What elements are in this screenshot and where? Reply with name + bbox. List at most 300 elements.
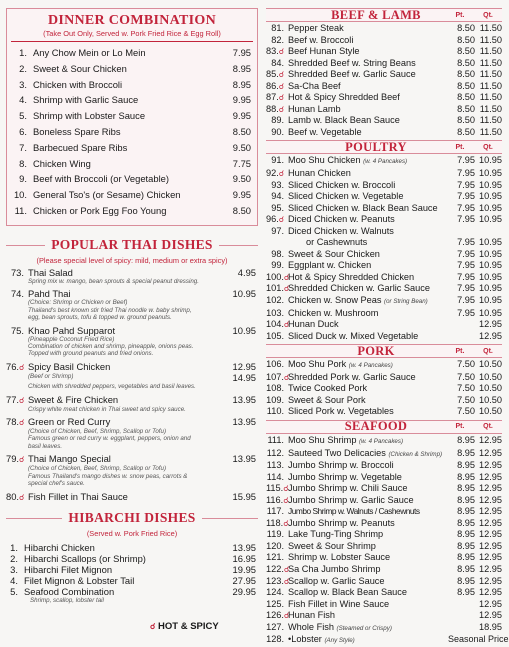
item-number: 105.: [266, 330, 284, 341]
list-item: [6, 325, 258, 358]
item-price: 9.95: [232, 189, 251, 201]
quart-price: 10.50: [479, 394, 502, 405]
list-item: [266, 203, 502, 215]
item-name: Lake Tung-Ting Shrimp: [288, 529, 384, 540]
item-number-cell: [266, 395, 288, 407]
item-price: 13.95: [232, 453, 256, 465]
chili-pepper-icon: ☌: [283, 611, 290, 621]
item-number-cell: [266, 587, 288, 599]
pint-price: 7.50: [457, 359, 475, 370]
item-number-cell: [6, 288, 28, 299]
item-number: 124.: [266, 587, 284, 598]
list-item: [266, 395, 502, 407]
item-number-cell: [266, 308, 288, 320]
item-number: 3.: [19, 78, 27, 90]
section-title: POULTRY: [345, 139, 407, 154]
list-item: [266, 518, 502, 530]
list-item: [6, 564, 258, 575]
item-name-cell: [288, 272, 448, 284]
item-name: Shredded Beef w. String Beans: [288, 57, 416, 68]
item-price: 8.50: [232, 125, 251, 137]
item-number-cell: [266, 81, 288, 93]
pint-price: [448, 599, 475, 611]
item-row: [6, 325, 258, 336]
list-item: [266, 622, 502, 635]
item-number: 9.: [19, 173, 27, 185]
item-name: Moo Shu Chicken: [288, 155, 361, 166]
pint-price: 7.50: [457, 406, 475, 417]
quart-price: 10.95: [479, 237, 502, 248]
item-number-cell: [266, 634, 288, 647]
pint-price: 8.95: [457, 552, 475, 563]
item-name: Jumbo Shrimp w. Broccoli: [288, 460, 394, 471]
item-number: 107.: [266, 371, 284, 382]
item-number: 119.: [266, 529, 284, 540]
item-description: (Pineapple Coconut Fried Rice): [28, 335, 115, 343]
list-item: [266, 506, 502, 518]
list-item: [266, 272, 502, 284]
legend-label: HOT & SPICY: [158, 621, 219, 632]
list-item: [266, 564, 502, 576]
item-number: 1.: [10, 541, 18, 553]
item-price: 16.95: [232, 552, 256, 564]
item-price: 29.95: [232, 585, 256, 597]
item-name: Diced Chicken w. Peanuts: [288, 214, 395, 225]
item-name-cell: [288, 214, 448, 226]
item-number: 80.: [6, 490, 20, 502]
pint-price: 8.95: [457, 434, 475, 445]
item-name-cell: [288, 483, 448, 495]
pint-price: 8.50: [457, 34, 475, 45]
item-price: 7.95: [232, 47, 251, 58]
item-note: (or String Bean): [384, 298, 428, 306]
pint-price: 8.50: [457, 69, 475, 80]
pint-price: 7.95: [457, 191, 475, 202]
item-name: Lamb w. Black Bean Sauce: [288, 115, 400, 126]
item-name: Whole Fish: [288, 621, 334, 632]
item-number-cell: [266, 23, 288, 35]
pint-label: Pt.: [455, 423, 465, 431]
item-number: 79.: [6, 453, 20, 465]
item-number: 74.: [10, 288, 24, 300]
item-price: 9.95: [232, 94, 251, 106]
menu-section: [266, 344, 502, 418]
pint-price: 7.95: [457, 271, 475, 282]
pint-price: 8.50: [457, 92, 475, 103]
item-number: 77.: [6, 393, 20, 405]
item-number: 75.: [10, 324, 24, 336]
item-number: 121.: [266, 552, 284, 563]
item-price: 8.95: [232, 62, 251, 74]
item-name-cell: [288, 587, 448, 599]
chili-pepper-icon: ☌: [283, 320, 290, 330]
quart-price: [475, 226, 502, 238]
thai-list: [6, 267, 258, 503]
list-item: [11, 171, 253, 187]
item-name: Shrimp with Garlic Sauce: [33, 94, 139, 106]
quart-price: 11.50: [479, 126, 502, 137]
quart-price: 12.95: [479, 494, 502, 505]
item-number: 2.: [10, 552, 18, 564]
item-name-cell: [288, 472, 448, 484]
quart-price: 11.50: [479, 34, 502, 45]
item-name: General Tso's (or Sesame) Chicken: [33, 189, 181, 201]
chili-pepper-icon: ☌: [283, 284, 290, 294]
list-item: [266, 435, 502, 448]
list-item: [6, 542, 258, 553]
item-row: [6, 491, 258, 503]
list-item: [266, 552, 502, 564]
item-number-cell: [266, 168, 288, 180]
item-name: Eggplant w. Chicken: [288, 260, 372, 271]
item-number: 123.: [266, 575, 284, 586]
list-item: [266, 214, 502, 226]
list-item: [6, 267, 258, 285]
quart-price: 12.95: [479, 563, 502, 574]
item-number-cell: [266, 295, 288, 308]
item-name-cell: [288, 46, 448, 58]
chili-pepper-icon: ☌: [19, 395, 25, 405]
item-name: Chicken Wing: [33, 157, 91, 169]
item-description: (Choice of Chicken, Beef, Shrimp, Scallop or Tofu): [28, 465, 167, 473]
list-item: [266, 115, 502, 127]
list-item: [11, 156, 253, 172]
list-item: [266, 610, 502, 622]
chili-pepper-icon: ☌: [19, 455, 25, 465]
section-title: PORK: [357, 343, 395, 358]
item-number-cell: [266, 58, 288, 70]
item-number-cell: [266, 372, 288, 384]
quart-price: 10.95: [479, 248, 502, 259]
quart-price: 11.50: [479, 92, 502, 103]
chili-pepper-icon: ☌: [19, 362, 25, 372]
list-item: [6, 553, 258, 564]
item-name-cell: [288, 35, 448, 47]
item-number: 81.: [271, 23, 284, 33]
list-item: [11, 140, 253, 156]
pint-price: [448, 226, 475, 238]
item-name-cell: [288, 518, 448, 530]
list-item: [266, 576, 502, 588]
item-number: 91.: [271, 155, 284, 166]
chili-pepper-icon: ☌: [278, 70, 285, 80]
item-number: 99.: [271, 260, 284, 271]
item-name-cell: [288, 155, 448, 168]
item-description: Famous green or red curry w. eggplant, peppers, onion and: [28, 435, 191, 443]
right-column: [266, 6, 509, 647]
item-number: 117.: [266, 506, 284, 517]
pint-price: 8.95: [457, 517, 475, 528]
item-description: Chicken with shredded peppers, vegetables and basil leaves.: [28, 383, 196, 391]
item-price: 9.50: [232, 141, 251, 153]
list-item: [11, 61, 253, 77]
list-item: [11, 77, 253, 93]
item-number-cell: [266, 35, 288, 47]
item-name: Sliced Chicken w. Broccoli: [288, 179, 396, 190]
item-name: or Cashewnuts: [306, 237, 368, 248]
item-name-cell: [288, 168, 448, 180]
list-item: [266, 319, 502, 331]
list-item: [266, 529, 502, 541]
list-item: [266, 58, 502, 70]
item-number-cell: [266, 214, 288, 226]
item-name-cell: [288, 69, 448, 81]
quart-price: 11.50: [479, 46, 502, 57]
menu-section: [266, 8, 502, 138]
item-name: Sweet & Sour Shrimp: [288, 540, 376, 551]
quart-price: 10.50: [479, 359, 502, 370]
pint-price: [448, 331, 475, 343]
item-name: Beef with Broccoli (or Vegetable): [33, 173, 170, 185]
item-number: 8.: [19, 157, 27, 169]
pint-price: Seasonal Price: [448, 634, 509, 645]
pint-price: 8.50: [457, 103, 475, 114]
item-row: [6, 288, 258, 299]
dinner-combination-note: (Take Out Only, Served w. Pork Fried Rice & Egg Roll): [43, 29, 221, 38]
pint-price: 7.50: [457, 383, 475, 394]
item-number-cell: [266, 435, 288, 448]
item-number-cell: [266, 483, 288, 495]
item-number-cell: [266, 237, 288, 249]
item-number-cell: [266, 406, 288, 418]
pint-price: 8.50: [457, 57, 475, 68]
item-name: Pepper Steak: [288, 23, 344, 33]
item-name-cell: [288, 506, 448, 518]
item-description: basil leaves.: [28, 442, 63, 450]
quart-price: 11.50: [479, 23, 502, 33]
list-item: [6, 394, 258, 413]
item-name: Khao Pahd Supparot: [28, 324, 116, 336]
item-name-cell: [288, 576, 448, 588]
item-description: Topped with ground peanuts and fried onions.: [28, 350, 154, 358]
chili-pepper-icon: ☌: [278, 93, 285, 103]
quart-price: 10.95: [479, 283, 502, 294]
item-name: Hibarchi Filet Mignon: [24, 563, 113, 575]
list-item: [266, 495, 502, 507]
item-description: Shrimp, scallop, lobster tail: [30, 596, 104, 604]
item-number-cell: [266, 155, 288, 168]
item-name: Hot & Spicy Shredded Beef: [288, 92, 400, 103]
item-name-cell: [288, 81, 448, 93]
item-number: 125.: [266, 598, 284, 609]
item-number: 85.: [266, 69, 279, 80]
quart-price: 11.50: [479, 80, 502, 91]
item-name-cell: [288, 448, 448, 461]
pint-price: 7.95: [457, 179, 475, 190]
pint-price: 8.50: [457, 80, 475, 91]
section-header: [266, 420, 502, 434]
thai-header: [6, 236, 258, 256]
item-number: 76.: [6, 360, 20, 372]
quart-price: 11.50: [479, 57, 502, 68]
pint-price: 8.95: [457, 460, 475, 471]
item-name: Thai Mango Special: [28, 453, 111, 465]
pint-price: 7.95: [457, 155, 475, 166]
item-name: Barbecued Spare Ribs: [33, 141, 128, 153]
item-number-cell: [266, 576, 288, 588]
item-number: 102.: [266, 295, 284, 306]
item-number-cell: [266, 260, 288, 272]
item-name-cell: [288, 435, 448, 448]
item-price-alt: 14.95: [232, 372, 256, 384]
chili-pepper-icon: ☌: [283, 564, 290, 574]
item-number: 5.: [19, 110, 27, 122]
item-name: Beef w. Broccoli: [288, 34, 354, 45]
list-item: [11, 203, 253, 219]
item-name: Sweet & Sour Pork: [288, 394, 366, 405]
list-item: [266, 448, 502, 461]
chili-pepper-icon: ☌: [283, 576, 290, 586]
item-name: Jumbo Shrimp w. Peanuts: [288, 517, 395, 528]
item-name-cell: [288, 406, 448, 418]
pint-label: Pt.: [455, 11, 465, 19]
item-name-cell: [288, 460, 448, 472]
item-number: 87.: [266, 92, 279, 103]
item-number-cell: [6, 361, 28, 373]
hibarchi-list: [6, 542, 258, 604]
item-number-cell: [266, 359, 288, 372]
item-number: 100.: [266, 271, 284, 282]
pint-price: 7.95: [457, 295, 475, 306]
item-description: Famous Thailand's mango dishes w. snow peas, carrots &: [28, 472, 188, 480]
pint-price: 8.50: [457, 115, 475, 126]
list-item: [6, 575, 258, 586]
item-description: Spring mix w. mango, bean sprouts & special peanut dressing.: [28, 278, 199, 285]
item-note: (w. 4 Pancakes): [348, 362, 393, 370]
dinner-combination-title: DINNER COMBINATION: [47, 13, 217, 28]
item-name: Chicken or Pork Egg Foo Young: [33, 204, 167, 216]
pint-price: 8.95: [457, 447, 475, 458]
item-name: Fish Fillet in Wine Sauce: [288, 598, 390, 609]
item-name: Chicken with Broccoli: [33, 78, 123, 90]
chili-pepper-icon: ☌: [278, 215, 285, 225]
item-price: 7.75: [232, 157, 251, 169]
quart-label: Qt.: [483, 423, 493, 431]
list-item: [266, 483, 502, 495]
section-header: [266, 8, 502, 22]
item-price: 4.95: [237, 267, 256, 278]
item-name: Hunan Lamb: [288, 103, 341, 114]
item-number: 110.: [266, 406, 284, 417]
list-item: [6, 416, 258, 450]
list-item: [266, 372, 502, 384]
item-name: Any Chow Mein or Lo Mein: [33, 47, 146, 58]
item-name: Fish Fillet in Thai Sauce: [28, 490, 128, 502]
quart-price: 10.95: [479, 260, 502, 271]
item-number: 120.: [266, 540, 284, 551]
item-price: 13.95: [232, 393, 256, 405]
quart-price: 12.95: [479, 434, 502, 445]
item-number-cell: [266, 518, 288, 530]
item-number: 104.: [266, 319, 284, 330]
quart-price: 10.95: [479, 155, 502, 166]
item-name: Pahd Thai: [28, 288, 71, 300]
item-name: Moo Shu Shrimp: [288, 434, 357, 445]
list-item: [266, 472, 502, 484]
item-name-cell: [288, 308, 448, 320]
item-name: Hibarchi Scallops (or Shrimp): [24, 552, 146, 564]
list-item: [266, 587, 502, 599]
item-name-cell: [288, 58, 448, 70]
quart-price: 10.95: [479, 214, 502, 225]
item-name-cell: [288, 372, 448, 384]
quart-price: 11.50: [479, 115, 502, 126]
list-item: [266, 35, 502, 47]
item-number-cell: [266, 180, 288, 192]
pint-price: 7.95: [457, 283, 475, 294]
item-price: 9.95: [232, 110, 251, 122]
item-name-cell: [288, 23, 448, 35]
item-name: Beef w. Vegetable: [288, 126, 362, 137]
item-number-cell: [266, 104, 288, 116]
item-name: Jumbo Shrimp w. Garlic Sauce: [288, 494, 414, 505]
item-number: 3.: [10, 563, 18, 575]
item-number-cell: [266, 541, 288, 553]
item-number: 122.: [266, 563, 284, 574]
item-name: Hibarchi Chicken: [24, 541, 95, 553]
item-number-cell: [6, 491, 28, 503]
item-number: 92.: [266, 168, 279, 179]
item-number: 4.: [10, 574, 18, 586]
dinner-combination-section: [6, 8, 258, 226]
item-name-cell: [288, 260, 448, 272]
list-item: [266, 127, 502, 139]
item-number-cell: [266, 529, 288, 541]
hibarchi-header: [6, 509, 258, 529]
item-name: Shredded Beef w. Garlic Sauce: [288, 69, 416, 80]
pint-price: 8.50: [457, 46, 475, 57]
item-number: 6.: [19, 125, 27, 137]
item-name: Hunan Duck: [288, 319, 339, 330]
item-number-cell: [6, 267, 28, 278]
item-description: Crispy white meat chicken in Thai sweet and spicy sauce.: [28, 405, 186, 413]
item-name: Spicy Basil Chicken: [28, 360, 111, 372]
pint-price: 8.95: [457, 529, 475, 540]
pint-price: 8.95: [457, 540, 475, 551]
item-number: 126.: [266, 610, 284, 621]
item-row: [6, 394, 258, 406]
list-item: [266, 249, 502, 261]
hibarchi-title: HIBARCHI DISHES: [62, 510, 201, 525]
list-item: [266, 283, 502, 295]
item-name-cell: [288, 383, 448, 395]
item-name-cell: [288, 127, 448, 139]
section-header: [266, 344, 502, 358]
quart-label: Qt.: [483, 347, 493, 355]
item-name-cell: [288, 237, 448, 249]
item-number-cell: [266, 249, 288, 261]
pint-price: 7.95: [457, 214, 475, 225]
pint-price: 7.95: [457, 237, 475, 248]
item-name: Sweet & Sour Chicken: [33, 62, 127, 74]
item-number: 97.: [271, 225, 284, 236]
item-description: Thailand's best known stir fried Thai noodle w. baby shrimp,: [28, 306, 192, 314]
item-name: Hunan Chicken: [288, 168, 351, 179]
list-item: [266, 460, 502, 472]
quart-price: 12.95: [479, 598, 502, 609]
item-name-cell: [288, 541, 448, 553]
item-name: Jumbo Shrimp w. Walnuts / Cashewnuts: [288, 506, 420, 517]
item-name: Shrimp w. Lobster Sauce: [288, 552, 391, 563]
pint-price: [448, 610, 475, 622]
item-name-cell: [288, 92, 448, 104]
item-number-cell: [266, 283, 288, 295]
pint-price: 7.50: [457, 371, 475, 382]
item-name: Thai Salad: [28, 267, 73, 278]
item-number-cell: [266, 506, 288, 518]
item-description: (Choice of Chicken, Beef, Shrimp, Scallop or Tofu): [28, 428, 167, 436]
quart-price: 12.95: [479, 575, 502, 586]
